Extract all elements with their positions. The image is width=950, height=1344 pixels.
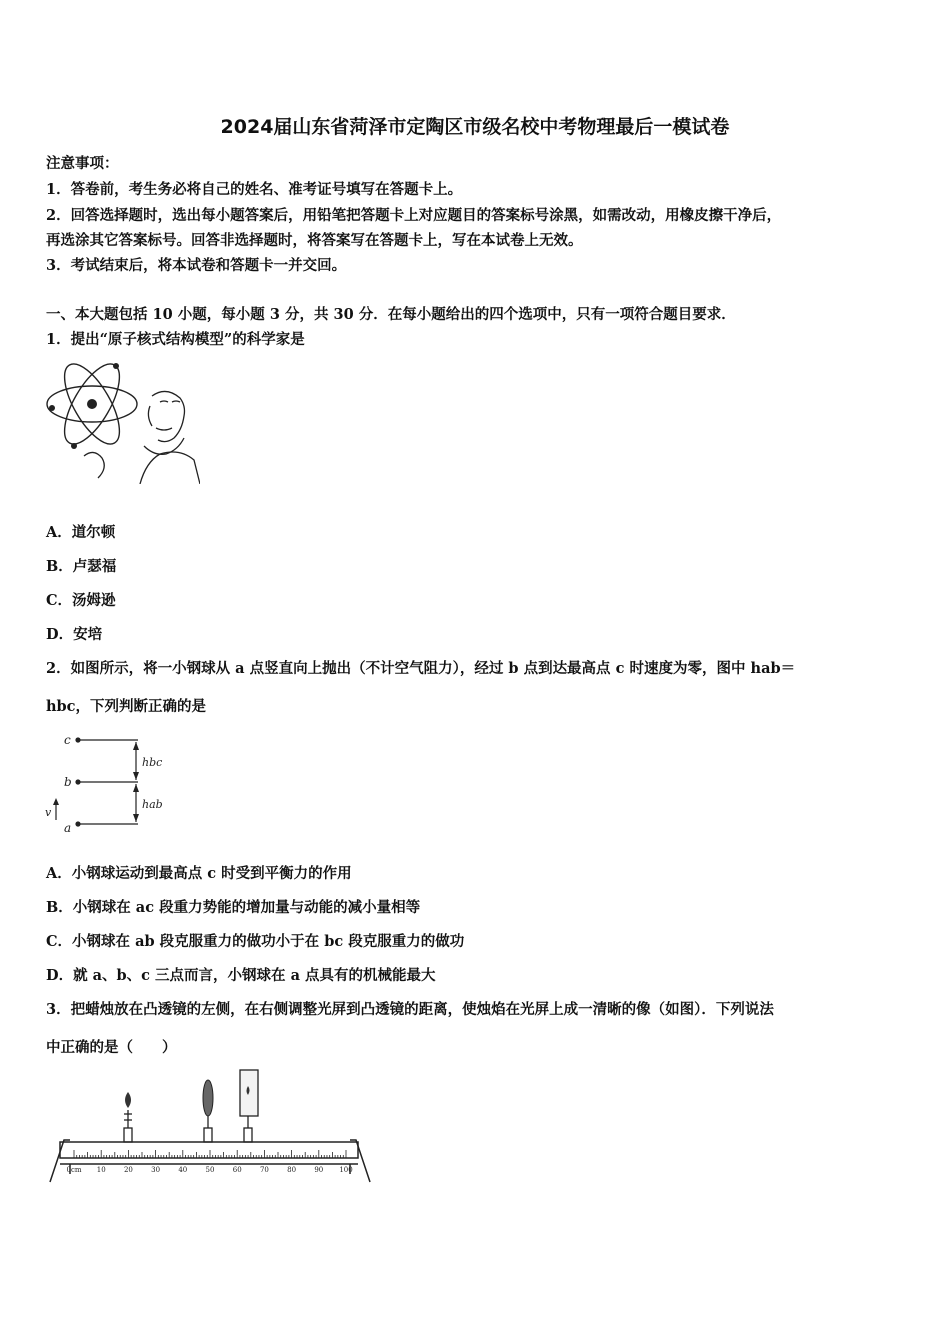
ruler-label: 40 [178, 1166, 188, 1174]
ball-height-figure [42, 728, 172, 834]
page-title: 2024届山东省菏泽市定陶区市级名校中考物理最后一模试卷 [220, 116, 730, 138]
ruler-label: 30 [151, 1166, 161, 1174]
label-b: b [64, 775, 72, 789]
ruler-label: 80 [287, 1166, 297, 1174]
q1-option-b: B．卢瑟福 [46, 558, 117, 575]
light-screen-icon [240, 1070, 258, 1116]
rutherford-figure [44, 356, 200, 484]
label-c: c [64, 733, 71, 747]
section-heading: 一、本大题包括 10 小题，每小题 3 分，共 30 分．在每小题给出的四个选项中，只有一项符合题目要求． [46, 306, 736, 323]
q2-option-b: B．小钢球在 ac 段重力势能的增加量与动能的减小量相等 [46, 899, 421, 916]
q1-option-a: A．道尔顿 [46, 524, 116, 541]
q2-option-a: A．小钢球运动到最高点 c 时受到平衡力的作用 [46, 865, 352, 882]
label-hab: hab [142, 798, 163, 811]
q1-option-d: D．安培 [46, 626, 103, 643]
notice-item-3: 3．考试结束后，将本试卷和答题卡一并交回。 [46, 257, 347, 274]
lens-icon [203, 1080, 213, 1116]
ruler-label: 60 [232, 1166, 242, 1174]
ruler-label: 20 [123, 1166, 133, 1174]
optical-bench-figure [46, 1064, 376, 1186]
candle-flame-icon [125, 1092, 131, 1108]
q2-stem-line1: 2．如图所示，将一小钢球从 a 点竖直向上抛出（不计空气阻力），经过 b 点到达最高点 c 时速度为零，图中 hab＝ [46, 660, 796, 677]
ruler-label: 50 [205, 1166, 215, 1174]
notice-item-1: 1．答卷前，考生务必将自己的姓名、准考证号填写在答题卡上。 [46, 181, 463, 198]
ruler-label: 10 [96, 1166, 106, 1174]
q2-option-d: D．就 a、b、c 三点而言，小钢球在 a 点具有的机械能最大 [46, 967, 436, 984]
notice-item-2-cont: 再选涂其它答案标号。回答非选择题时，将答案写在答题卡上，写在本试卷上无效。 [46, 232, 583, 249]
notice-item-2: 2．回答选择题时，选出每小题答案后，用铅笔把答题卡上对应题目的答案标号涂黑，如需改动，用橡皮擦干净后， [46, 207, 782, 224]
q1-stem: 1．提出“原子核式结构模型”的科学家是 [46, 331, 305, 348]
q1-option-c: C．汤姆逊 [46, 592, 116, 609]
q2-stem-line2: hbc，下列判断正确的是 [46, 698, 207, 715]
label-hbc: hbc [142, 756, 163, 769]
label-v: v [45, 806, 52, 819]
notice-heading: 注意事项： [46, 155, 119, 172]
ruler-label: 0cm [66, 1166, 82, 1174]
q2-option-c: C．小钢球在 ab 段克服重力的做功小于在 bc 段克服重力的做功 [46, 933, 465, 950]
q3-stem-line1: 3．把蜡烛放在凸透镜的左侧，在右侧调整光屏到凸透镜的距离，使烛焰在光屏上成一清晰的像（如图）．下列说法 [46, 1001, 774, 1018]
q3-stem-line2: 中正确的是（ ） [46, 1039, 177, 1056]
ruler-label: 70 [259, 1166, 269, 1174]
ruler-label: 90 [314, 1166, 324, 1174]
ruler-label: 100 [339, 1166, 353, 1174]
label-a: a [64, 821, 72, 834]
